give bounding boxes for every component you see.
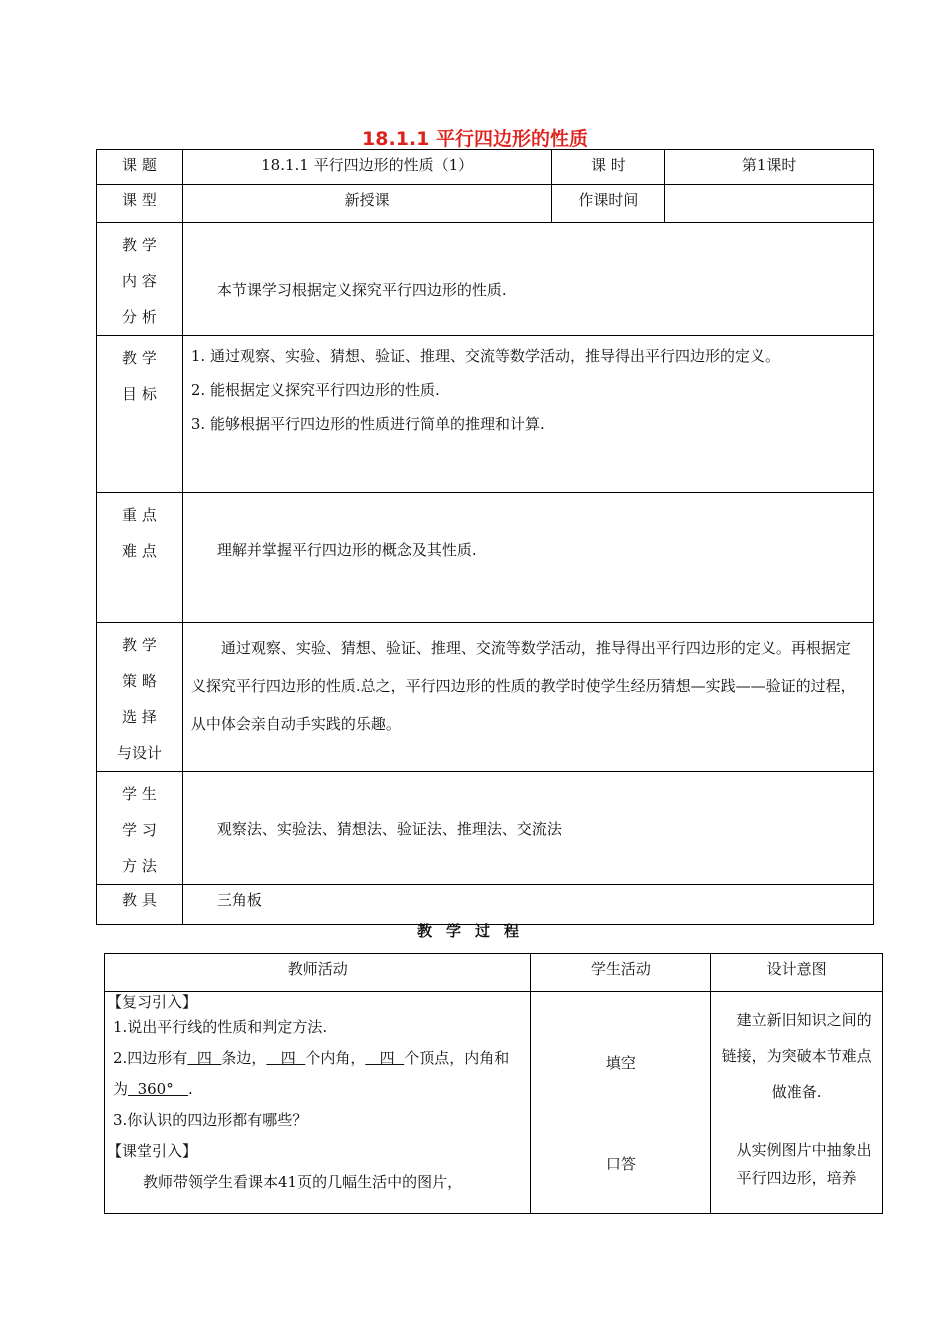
strategy-label: 教 学 策 略 选 择 与设计 xyxy=(97,623,183,772)
objective-item: 1. 通过观察、实验、猜想、验证、推理、交流等数学活动，推导得出平行四边形的定义。 xyxy=(190,347,780,365)
time-label: 作课时间 xyxy=(552,185,665,223)
type-value: 新授课 xyxy=(182,185,552,223)
hours-label: 课 时 xyxy=(552,150,665,185)
objective-item: 2. 能根据定义探究平行四边形的性质. xyxy=(190,381,440,399)
content-label: 教 学 内 容 分 析 xyxy=(97,223,183,336)
topic-value: 18.1.1 平行四边形的性质（1） xyxy=(182,150,552,185)
objectives-label: 教 学 目 标 xyxy=(97,336,183,493)
teacher-activity-cell xyxy=(105,992,531,1214)
key-points-label: 重 点 难 点 xyxy=(97,493,183,623)
design-intent-2: 从实例图片中抽象出平行四边形，培养 xyxy=(736,1141,872,1187)
class-text: 教师带领学生看课本41页的几幅生活中的图片， xyxy=(143,1173,463,1191)
question-1: 1.说出平行线的性质和判定方法. xyxy=(113,1018,328,1036)
page-title: 18.1.1 平行四边形的性质 xyxy=(362,128,588,150)
design-intent-1: 建立新旧知识之间的链接，为突破本节难点做准备. xyxy=(721,1011,872,1101)
tools-cell xyxy=(182,885,873,925)
strategy-cell xyxy=(182,623,873,772)
tools-text: 三角板 xyxy=(216,891,262,909)
content-text: 本节课学习根据定义探究平行四边形的性质. xyxy=(216,280,507,299)
type-label: 课 型 xyxy=(97,185,183,223)
col-student: 学生活动 xyxy=(531,954,711,992)
student-activity-2: 口答 xyxy=(605,1155,636,1173)
strategy-text: 通过观察、实验、猜想、验证、推理、交流等数学活动，推导得出平行四边形的定义。再根据定义探究平行四边形的性质.总之，平行四边形的性质的教学时使学生经历猜想—实践——验证的过程，从中体会亲自动手实践的乐趣。 xyxy=(190,639,856,733)
process-table xyxy=(104,953,883,1214)
hours-value: 第1课时 xyxy=(665,150,874,185)
objectives-cell xyxy=(182,336,873,493)
key-points-cell xyxy=(182,493,873,623)
time-value xyxy=(665,185,874,223)
class-title: 【课堂引入】 xyxy=(107,1142,198,1160)
student-activity-1: 填空 xyxy=(605,1054,636,1072)
methods-cell xyxy=(182,772,873,885)
objective-item: 3. 能够根据平行四边形的性质进行简单的推理和计算. xyxy=(190,415,545,433)
design-intent-cell xyxy=(711,992,883,1214)
methods-text: 观察法、实验法、猜想法、验证法、推理法、交流法 xyxy=(216,819,562,838)
review-title: 【复习引入】 xyxy=(107,993,198,1011)
student-activity-cell xyxy=(531,992,711,1214)
process-heading: 教学过程 xyxy=(416,922,533,940)
col-design: 设计意图 xyxy=(711,954,883,992)
tools-label: 教 具 xyxy=(97,885,183,925)
topic-label: 课 题 xyxy=(97,150,183,185)
lesson-info-table xyxy=(96,149,874,925)
methods-label: 学 生 学 习 方 法 xyxy=(97,772,183,885)
content-cell xyxy=(182,223,873,336)
col-teacher: 教师活动 xyxy=(105,954,531,992)
question-2: 2.四边形有 四 条边， 四 个内角， 四 个顶点，内角和为 360° . xyxy=(113,1049,510,1098)
question-3: 3.你认识的四边形都有哪些？ xyxy=(113,1111,308,1129)
key-points-text: 理解并掌握平行四边形的概念及其性质. xyxy=(216,541,477,559)
